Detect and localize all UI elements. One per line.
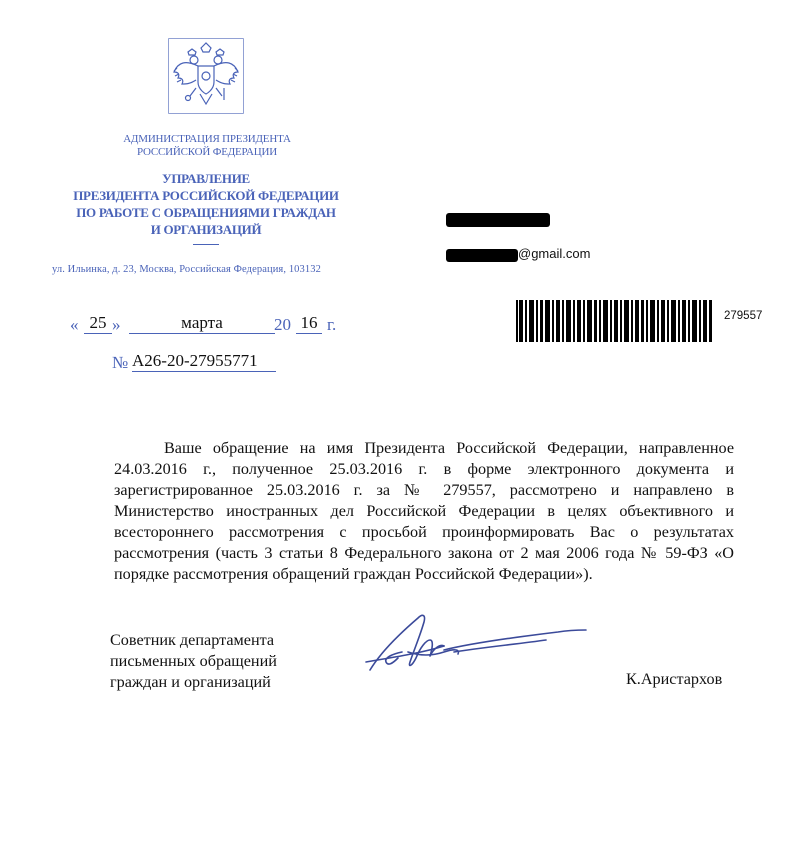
header-divider xyxy=(193,244,219,245)
signer-position-line-2: письменных обращений xyxy=(110,652,277,670)
signer-name: К.Аристархов xyxy=(626,670,723,688)
recipient-email-domain: @gmail.com xyxy=(518,246,591,261)
body-paragraph: Ваше обращение на имя Президента Российской Федерации, направленное 24.03.2016 г., полученное 25.03.2016 г. в форме электронного документа и зарегистрированное 25.03.2016 г. за № 279557, рассмотрено и направлено в Министерство иностранных дел Российской Федерации в целях объективного и всестороннего рассмотрения с просьбой проинформировать Вас о результатах рассмотрения (часть 3 статьи 8 Федерального закона от 2 мая 2006 года № 59-ФЗ «О порядке рассмотрения обращений граждан Российской Федерации»). xyxy=(114,439,734,583)
redacted-recipient-name xyxy=(446,213,550,227)
date-year: 16 xyxy=(296,313,322,334)
handwritten-signature xyxy=(348,600,598,690)
redacted-email-user xyxy=(446,249,518,262)
date-day: 25 xyxy=(84,313,112,334)
letterhead-address: ул. Ильинка, д. 23, Москва, Российская Федерация, 103132 xyxy=(52,264,321,275)
date-month: марта xyxy=(129,313,275,334)
coat-of-arms-emblem xyxy=(168,38,244,114)
signer-position-line-1: Советник департамента xyxy=(110,631,275,649)
department-line-2: ПРЕЗИДЕНТА РОССИЙСКОЙ ФЕДЕРАЦИИ xyxy=(73,188,339,203)
document-barcode xyxy=(516,300,712,342)
signer-position xyxy=(110,630,320,693)
signer-position-line-3: граждан и организаций xyxy=(110,673,271,691)
barcode-number: 279557 xyxy=(724,310,763,322)
reference-number-sign: № xyxy=(112,353,129,372)
department-line-4: И ОРГАНИЗАЦИЙ xyxy=(150,222,262,237)
letter-body xyxy=(114,438,734,585)
administration-line-1: АДМИНИСТРАЦИЯ ПРЕЗИДЕНТА xyxy=(123,133,291,145)
date-year-suffix: г. xyxy=(327,315,337,334)
administration-title xyxy=(100,133,314,159)
date-century: 20 xyxy=(274,315,291,334)
department-line-3: ПО РАБОТЕ С ОБРАЩЕНИЯМИ ГРАЖДАН xyxy=(76,205,336,220)
reference-number: А26-20-27955771 xyxy=(132,351,276,372)
date-quote-open: « xyxy=(70,315,79,334)
administration-line-2: РОССИЙСКОЙ ФЕДЕРАЦИИ xyxy=(136,146,278,158)
department-title xyxy=(56,170,356,238)
date-quote-close: » xyxy=(112,315,121,334)
department-line-1: УПРАВЛЕНИЕ xyxy=(162,171,250,186)
